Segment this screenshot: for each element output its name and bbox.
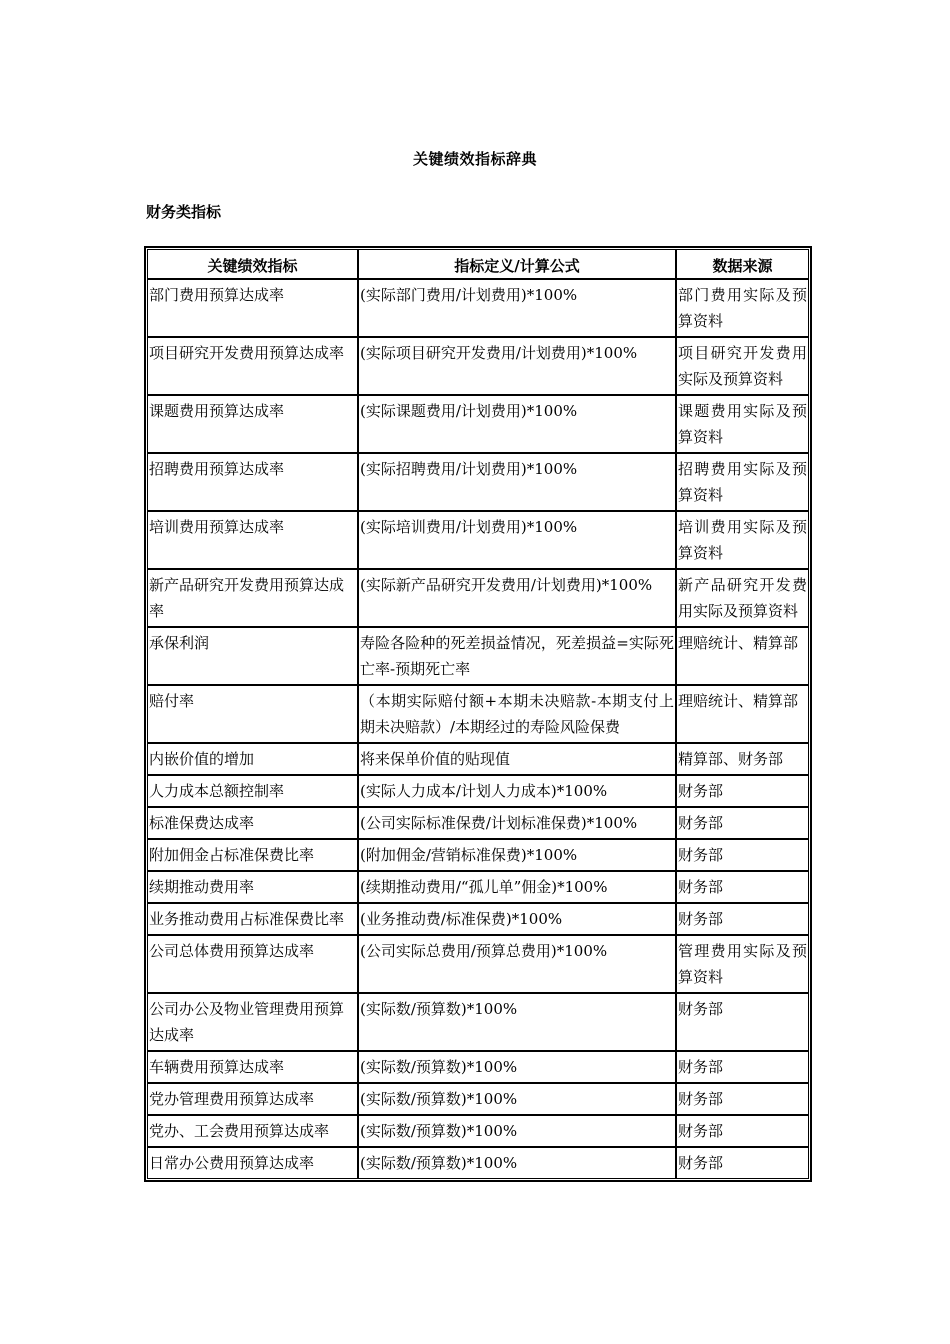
table-row <box>147 993 809 1051</box>
kpi-table-frame <box>144 246 812 1182</box>
kpi-name-cell: 承保利润 <box>147 627 358 685</box>
kpi-name-cell: 人力成本总额控制率 <box>147 775 358 807</box>
definition-cell: (实际数/预算数)*100% <box>358 993 676 1051</box>
table-header-row <box>147 249 809 279</box>
definition-cell: (实际培训费用/计划费用)*100% <box>358 511 676 569</box>
source-cell: 财务部 <box>676 1083 809 1115</box>
kpi-name-cell: 党办管理费用预算达成率 <box>147 1083 358 1115</box>
kpi-name-cell: 招聘费用预算达成率 <box>147 453 358 511</box>
definition-cell: (业务推动费/标准保费)*100% <box>358 903 676 935</box>
definition-cell: (公司实际标准保费/计划标准保费)*100% <box>358 807 676 839</box>
definition-cell: (实际人力成本/计划人力成本)*100% <box>358 775 676 807</box>
source-cell: 精算部、财务部 <box>676 743 809 775</box>
source-cell: 项目研究开发费用实际及预算资料 <box>676 337 809 395</box>
kpi-table <box>147 249 809 1179</box>
kpi-name-cell: 新产品研究开发费用预算达成率 <box>147 569 358 627</box>
definition-cell: (实际项目研究开发费用/计划费用)*100% <box>358 337 676 395</box>
source-cell: 财务部 <box>676 871 809 903</box>
kpi-name-cell: 附加佣金占标准保费比率 <box>147 839 358 871</box>
definition-cell: (实际招聘费用/计划费用)*100% <box>358 453 676 511</box>
header-source: 数据来源 <box>676 249 809 279</box>
table-row <box>147 279 809 337</box>
definition-cell: (实际数/预算数)*100% <box>358 1051 676 1083</box>
table-row <box>147 569 809 627</box>
table-row <box>147 1115 809 1147</box>
kpi-name-cell: 党办、工会费用预算达成率 <box>147 1115 358 1147</box>
source-cell: 财务部 <box>676 775 809 807</box>
kpi-name-cell: 日常办公费用预算达成率 <box>147 1147 358 1179</box>
definition-cell: 将来保单价值的贴现值 <box>358 743 676 775</box>
definition-cell: (实际数/预算数)*100% <box>358 1083 676 1115</box>
source-cell: 理赔统计、精算部 <box>676 627 809 685</box>
source-cell: 课题费用实际及预算资料 <box>676 395 809 453</box>
table-row <box>147 1083 809 1115</box>
table-row <box>147 839 809 871</box>
kpi-name-cell: 公司总体费用预算达成率 <box>147 935 358 993</box>
kpi-name-cell: 业务推动费用占标准保费比率 <box>147 903 358 935</box>
table-row <box>147 935 809 993</box>
definition-cell: (实际部门费用/计划费用)*100% <box>358 279 676 337</box>
definition-cell: (附加佣金/营销标准保费)*100% <box>358 839 676 871</box>
table-row <box>147 511 809 569</box>
source-cell: 管理费用实际及预算资料 <box>676 935 809 993</box>
source-cell: 培训费用实际及预算资料 <box>676 511 809 569</box>
definition-cell: (实际数/预算数)*100% <box>358 1115 676 1147</box>
table-row <box>147 743 809 775</box>
table-row <box>147 453 809 511</box>
kpi-name-cell: 赔付率 <box>147 685 358 743</box>
source-cell: 财务部 <box>676 807 809 839</box>
table-row <box>147 871 809 903</box>
definition-cell: (实际数/预算数)*100% <box>358 1147 676 1179</box>
kpi-name-cell: 标准保费达成率 <box>147 807 358 839</box>
source-cell: 新产品研究开发费用实际及预算资料 <box>676 569 809 627</box>
table-row <box>147 807 809 839</box>
table-row <box>147 685 809 743</box>
source-cell: 理赔统计、精算部 <box>676 685 809 743</box>
table-row <box>147 903 809 935</box>
source-cell: 财务部 <box>676 1051 809 1083</box>
kpi-name-cell: 培训费用预算达成率 <box>147 511 358 569</box>
table-row <box>147 775 809 807</box>
definition-cell: (续期推动费用/“孤儿单”佣金)*100% <box>358 871 676 903</box>
definition-cell: (实际课题费用/计划费用)*100% <box>358 395 676 453</box>
header-definition: 指标定义/计算公式 <box>358 249 676 279</box>
header-kpi: 关键绩效指标 <box>147 249 358 279</box>
section-heading: 财务类指标 <box>146 203 222 221</box>
table-row <box>147 395 809 453</box>
document-title: 关键绩效指标辞典 <box>412 150 537 168</box>
table-row <box>147 1051 809 1083</box>
definition-cell: （本期实际赔付额+本期未决赔款-本期支付上期未决赔款）/本期经过的寿险风险保费 <box>358 685 676 743</box>
kpi-name-cell: 车辆费用预算达成率 <box>147 1051 358 1083</box>
source-cell: 招聘费用实际及预算资料 <box>676 453 809 511</box>
source-cell: 财务部 <box>676 1147 809 1179</box>
definition-cell: (公司实际总费用/预算总费用)*100% <box>358 935 676 993</box>
source-cell: 财务部 <box>676 993 809 1051</box>
kpi-name-cell: 内嵌价值的增加 <box>147 743 358 775</box>
kpi-name-cell: 部门费用预算达成率 <box>147 279 358 337</box>
source-cell: 财务部 <box>676 903 809 935</box>
kpi-name-cell: 公司办公及物业管理费用预算达成率 <box>147 993 358 1051</box>
table-row <box>147 1147 809 1179</box>
kpi-name-cell: 课题费用预算达成率 <box>147 395 358 453</box>
definition-cell: (实际新产品研究开发费用/计划费用)*100% <box>358 569 676 627</box>
table-row <box>147 627 809 685</box>
source-cell: 财务部 <box>676 839 809 871</box>
kpi-name-cell: 续期推动费用率 <box>147 871 358 903</box>
source-cell: 部门费用实际及预算资料 <box>676 279 809 337</box>
table-row <box>147 337 809 395</box>
definition-cell: 寿险各险种的死差损益情况，死差损益=实际死亡率-预期死亡率 <box>358 627 676 685</box>
kpi-name-cell: 项目研究开发费用预算达成率 <box>147 337 358 395</box>
source-cell: 财务部 <box>676 1115 809 1147</box>
